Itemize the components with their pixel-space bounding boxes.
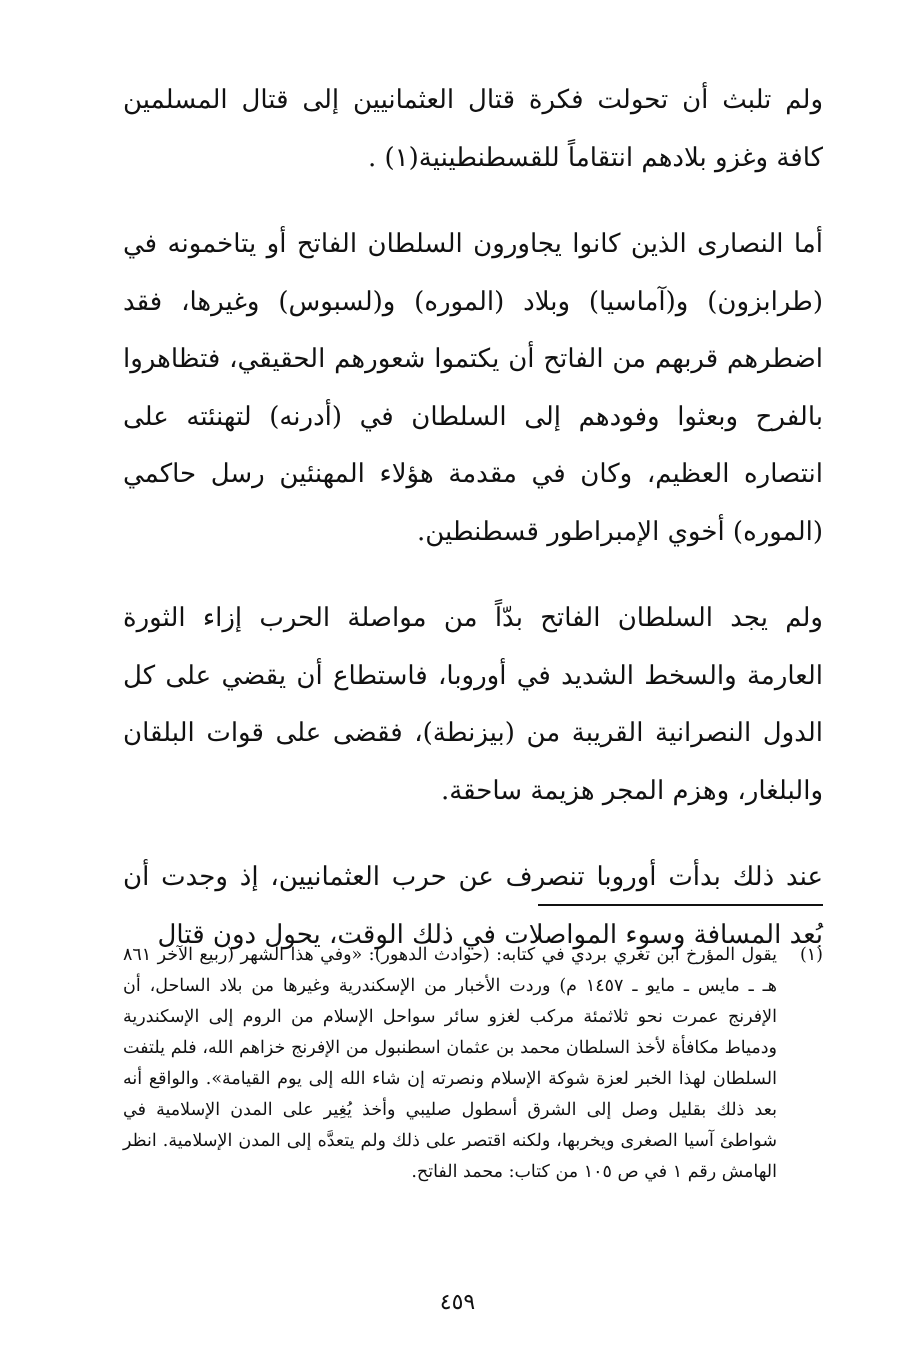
paragraph-gap [123, 187, 823, 216]
footnote-separator [538, 904, 823, 906]
paragraph-gap [123, 820, 823, 849]
paragraph-4: عند ذلك بدأت أوروبا تنصرف عن حرب العثمانيين، إذ وجدت أن بُعد المسافة وسوء المواصلات في ذلك الوقت، يحول دون قتال [123, 862, 823, 950]
paragraph-1: ولم تلبث أن تحولت فكرة قتال العثمانيين إلى قتال المسلمين كافة وغزو بلادهم انتقاماً للقسطنطينية(١) . [123, 85, 823, 173]
footnote-marker: (١) [799, 945, 823, 965]
paragraph-3: ولم يجد السلطان الفاتح بدّاً من مواصلة الحرب إزاء الثورة العارمة والسخط الشديد في أوروبا، فاستطاع أن يقضي على كل الدول النصرانية القريبة من (بيزنطة)، فقضى على قوات البلقان والبلغار، وهزم المجر هزيمة ساحقة. [123, 603, 823, 806]
paragraph-gap [123, 561, 823, 590]
paragraph-2: أما النصارى الذين كانوا يجاورون السلطان الفاتح أو يتاخمونه في (طرابزون) و(آماسيا) وبلاد (الموره) و(لسبوس) وغيرها، فقد اضطرهم قربهم من الفاتح أن يكتموا شعورهم الحقيقي، فتظاهروا بالفرح وبعثوا وفودهم إلى السلطان في (أدرنه) لتهنئته على انتصاره العظيم، وكان في مقدمة هؤلاء المهنئين رسل حاكمي (الموره) أخوي الإمبراطور قسطنطين. [123, 229, 823, 547]
footnote [123, 940, 823, 1188]
page-number: ٤٥٩ [439, 1290, 476, 1315]
footnote-text: يقول المؤرخ ابن تغري بردي في كتابه: (حوادث الدهور): «وفي هذا الشهر (ربيع الآخر ٨٦١ هـ ـ مايس ـ مايو ـ ١٤٥٧ م) وردت الأخبار من الإسكندرية وغيرها من بلاد الساحل، أن الإفرنج عمرت نحو ثلاثمئة مركب لغزو سائر سواحل الإسلام من الروم إلى الإسكندرية ودمياط مكافأة لأخذ السلطان محمد بن عثمان اسطنبول من الإفرنج خزاهم الله، فلم يلتفت السلطان لهذا الخبر لعزة شوكة الإسلام ونصرته إن شاء الله إلى يوم القيامة». والواقع أنه بعد ذلك بقليل وصل إلى الشرق أسطول صليبي وأخذ يُغِير على المدن الإسلامية في شواطئ آسيا الصغرى ويخربها، ولكنه اقتصر على ذلك ولم يتعدَّه إلى المدن الإسلامية. انظر الهامش رقم ١ في ص ١٠٥ من كتاب: محمد الفاتح. [123, 945, 777, 1182]
main-text [123, 72, 823, 964]
